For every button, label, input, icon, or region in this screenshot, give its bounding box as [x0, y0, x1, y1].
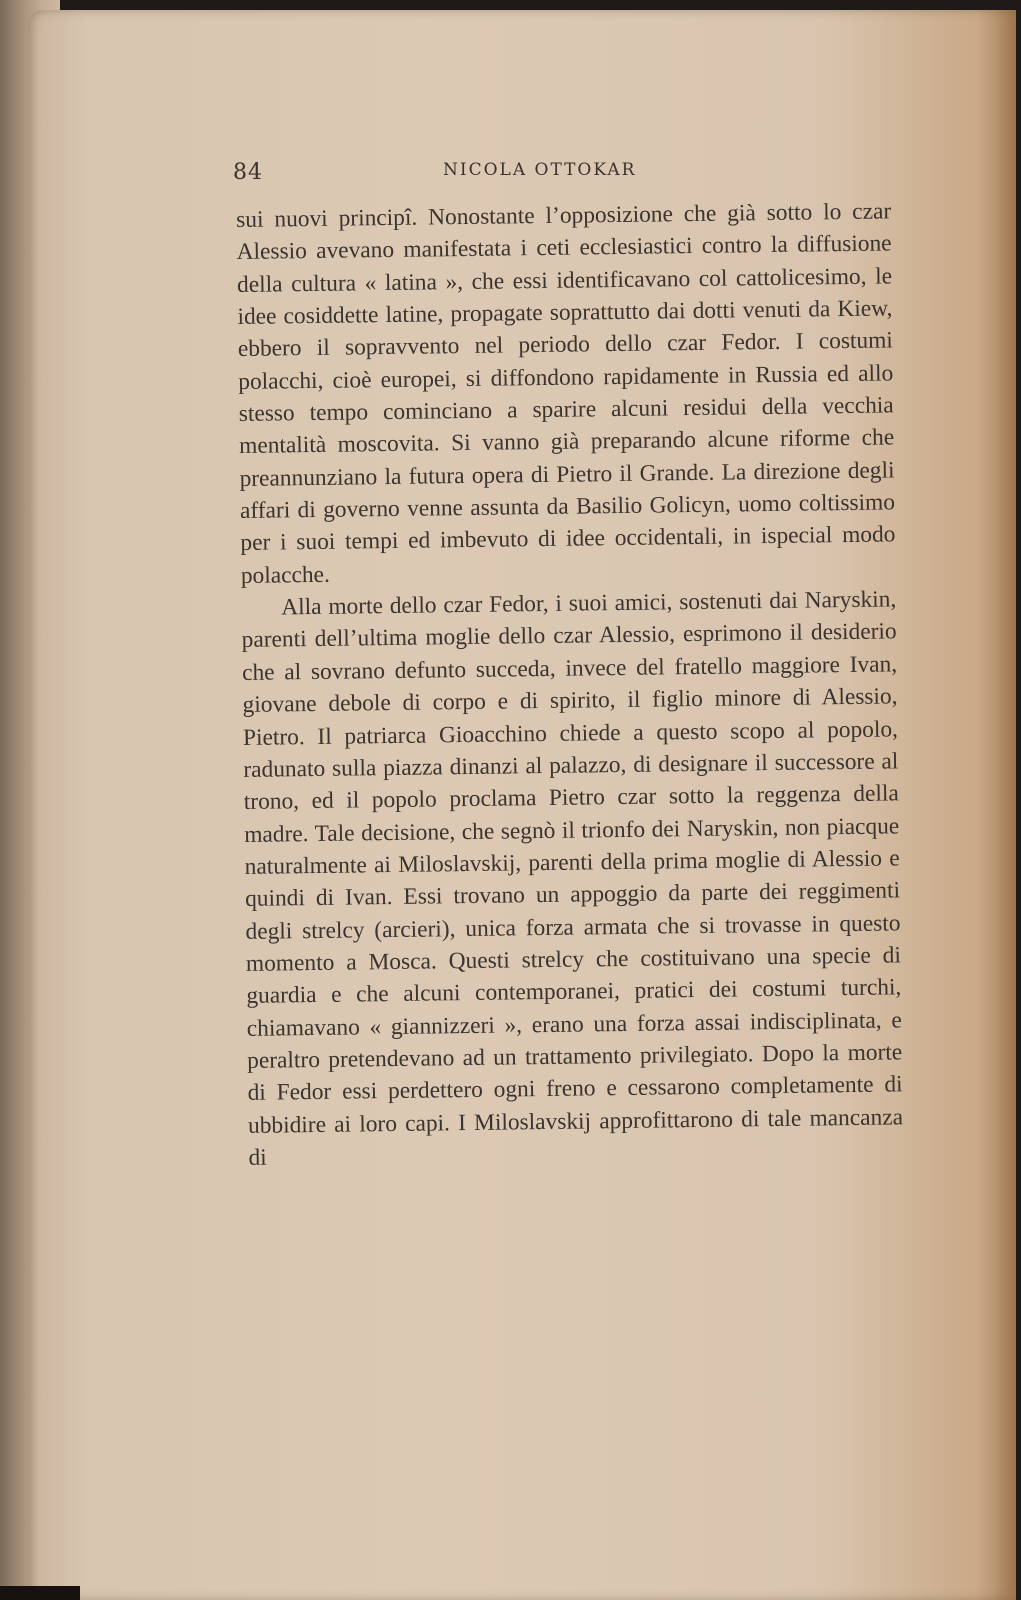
page-header [233, 150, 873, 190]
gutter-shadow [994, 10, 1016, 1600]
paragraph-1: sui nuovi principî. Nonostante l’opposizione che già sotto lo czar Alessio avevano manifestata i ceti ecclesiastici contro la diffusione della cultura « latina », che essi identificavano col cattolicesimo, le idee cosiddette latine, propagate soprattutto dai dotti venuti da Kiew, ebbero il sopravvento nel periodo dello czar Fedor. I costumi polacchi, cioè europei, si diffondono rapidamente in Russia ed allo stesso tempo cominciano a sparire alcuni residui della vecchia mentalità moscovita. Si vanno già preparando alcune riforme che preannunziano la futura opera di Pietro il Grande. La direzione degli affari di governo venne assunta da Basilio Golicyn, uomo coltissimo per i suoi tempi ed imbevuto di idee occidentali, in ispecial modo polacche. [236, 198, 896, 589]
running-head: NICOLA OTTOKAR [443, 160, 637, 180]
page-number: 84 [233, 160, 263, 185]
paragraph-2: Alla morte dello czar Fedor, i suoi amici, sostenuti dai Naryskin, parenti dell’ultima moglie dello czar Alessio, esprimono il desiderio che al sovrano defunto succeda, invece del fratello maggiore Ivan, giovane debole di corpo e di spirito, il figlio minore di Alessio, Pietro. Il patriarca Gioacchino chiede a questo scopo al popolo, radunato sulla piazza dinanzi al palazzo, di designare il successore al trono, ed il popolo proclama Pietro czar sotto la reggenza della madre. Tale decisione, che segnò il trionfo dei Naryskin, non piacque naturalmente ai Miloslavskij, parenti della prima moglie di Alessio e quindi di Ivan. Essi trovano un appoggio da parte dei reggimenti degli strelcy (arcieri), unica forza armata che si trovasse in questo momento a Mosca. Questi strelcy che costituivano una specie di guardia e che alcuni contemporanei, pratici dei costumi turchi, chiamavano « giannizzeri », erano una forza assai indisciplinata, e peraltro pretendevano ad un trattamento privilegiato. Dopo la morte di Fedor essi perdettero ogni freno e cessarono completamente di ubbidire ai loro capi. I Miloslavskij approfittarono di tale mancanza di [241, 586, 904, 1171]
binding-shadow [0, 1586, 80, 1600]
body-text [236, 195, 904, 1174]
